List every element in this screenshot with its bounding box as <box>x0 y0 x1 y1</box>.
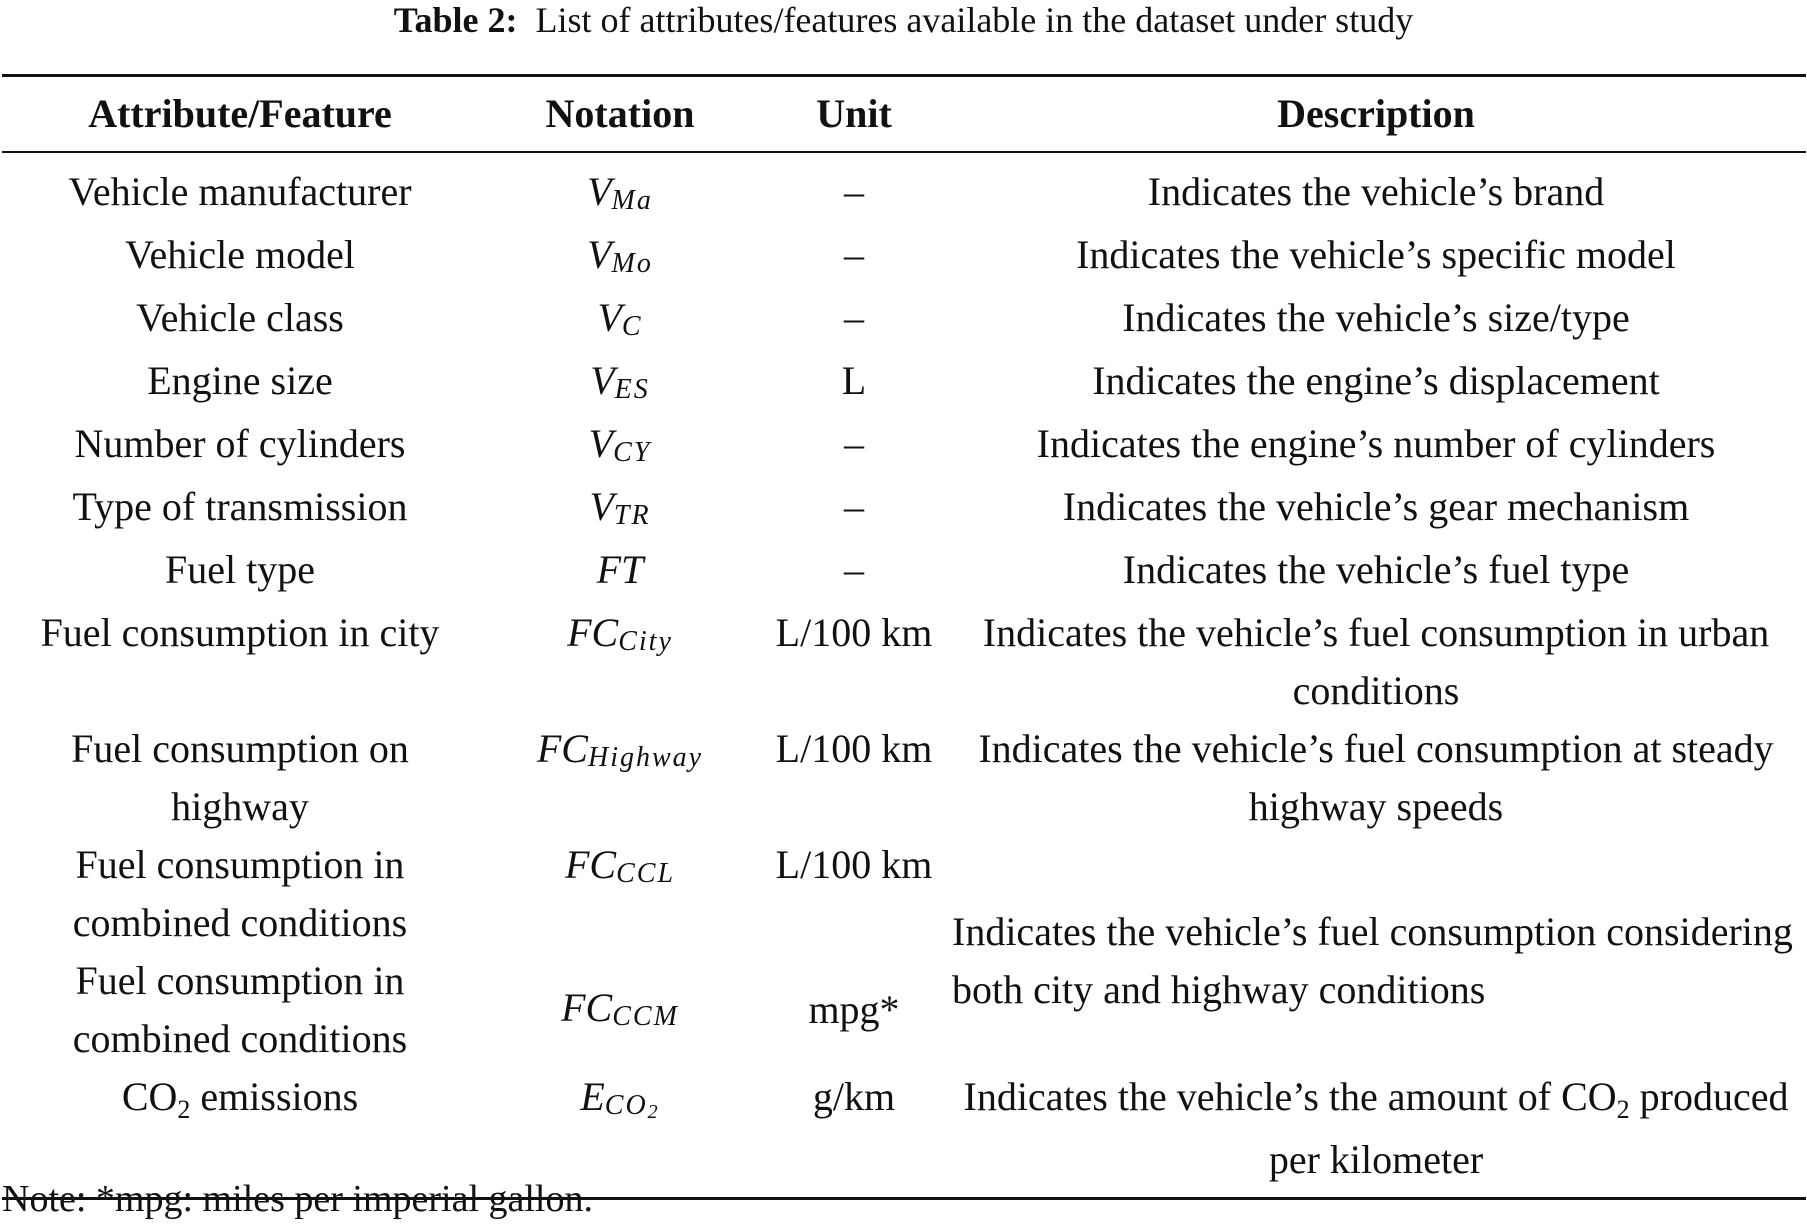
cell-attribute: Type of transmission <box>72 484 408 529</box>
header-unit: Unit <box>762 76 946 153</box>
header-row <box>2 76 1806 153</box>
notation-sub: Highway <box>588 742 704 773</box>
table-footnote: Note: *mpg: miles per imperial gallon. <box>2 1178 593 1220</box>
notation-base: FC <box>561 984 613 1030</box>
notation-sub: Ma <box>611 185 653 216</box>
description-pre: Indicates the vehicle’s the amount of CO <box>963 1074 1617 1119</box>
description-sub: 2 <box>1616 1095 1630 1124</box>
cell-description: Indicates the vehicle’s gear mechanism <box>1062 484 1690 529</box>
cell-notation <box>478 720 762 836</box>
table-row <box>2 836 1806 952</box>
cell-attribute: Fuel type <box>165 547 315 592</box>
notation-base: FC <box>564 842 617 887</box>
notation-sub: C <box>621 311 643 342</box>
notation-sub: City <box>618 626 673 657</box>
notation-sub: CY <box>613 437 652 468</box>
notation-sub: CCL <box>616 858 676 889</box>
cell-description: Indicates the vehicle’s fuel type <box>1122 547 1630 592</box>
attributes-table <box>2 74 1806 1200</box>
table-row <box>2 720 1806 836</box>
table-row <box>2 352 1806 415</box>
attribute-post: emissions <box>190 1074 359 1119</box>
header-notation: Notation <box>478 76 762 153</box>
cell-unit: L/100 km <box>775 610 933 655</box>
notation-sub: Mo <box>611 248 653 279</box>
table-row <box>2 478 1806 541</box>
table-row <box>2 226 1806 289</box>
cell-notation <box>478 952 762 1068</box>
cell-unit: – <box>844 421 864 466</box>
cell-notation <box>478 289 762 352</box>
table-caption <box>0 0 1807 40</box>
cell-unit: g/km <box>762 1068 946 1199</box>
attributes-table-container <box>2 74 1806 1200</box>
notation-base: V <box>587 169 612 214</box>
cell-description: Indicates the vehicle’s fuel consumption at steady highway speeds <box>978 726 1774 829</box>
notation-base: V <box>588 421 614 466</box>
cell-unit: L/100 km <box>775 726 933 771</box>
cell-description: Indicates the engine’s displacement <box>1092 358 1660 403</box>
cell-attribute: Fuel consumption in combined conditions <box>72 958 408 1061</box>
caption-text: List of attributes/features available in the dataset under study <box>535 0 1414 40</box>
cell-notation <box>478 152 762 226</box>
notation-base: FC <box>567 610 619 655</box>
cell-notation <box>478 415 762 478</box>
notation-subsub: 2 <box>647 1101 660 1123</box>
table-row <box>2 604 1806 720</box>
cell-unit: mpg* <box>808 987 900 1032</box>
table-row <box>2 415 1806 478</box>
cell-unit: – <box>844 547 864 592</box>
notation-base: E <box>580 1074 605 1119</box>
cell-unit: – <box>844 295 864 340</box>
cell-notation <box>478 478 762 541</box>
cell-attribute: Fuel consumption in combined conditions <box>72 842 408 945</box>
cell-description <box>946 1068 1806 1199</box>
notation-base: V <box>590 358 615 403</box>
notation-sub: CCM <box>612 1000 679 1032</box>
header-description: Description <box>946 76 1806 153</box>
notation-base: V <box>589 484 614 529</box>
cell-notation <box>478 604 762 720</box>
table-row <box>2 152 1806 226</box>
description-post: produced per kilometer <box>1268 1074 1789 1182</box>
table-row <box>2 541 1806 604</box>
header-attribute: Attribute/Feature <box>2 76 478 153</box>
cell-attribute: Number of cylinders <box>74 421 406 466</box>
cell-unit: L/100 km <box>775 842 933 887</box>
cell-notation <box>478 541 762 604</box>
cell-notation <box>478 226 762 289</box>
cell-unit: L <box>841 358 867 403</box>
notation-sub: ES <box>614 374 650 405</box>
notation-base: V <box>587 232 612 277</box>
cell-description: Indicates the vehicle’s fuel consumption in urban conditions <box>982 610 1770 713</box>
attribute-sub: 2 <box>177 1095 191 1124</box>
cell-description: Indicates the vehicle’s brand <box>1147 169 1605 214</box>
cell-description: Indicates the vehicle’s specific model <box>1076 232 1676 277</box>
notation-sub: CO <box>604 1090 648 1121</box>
cell-attribute: Vehicle model <box>125 232 355 277</box>
cell-attribute: Fuel consumption on highway <box>71 726 409 829</box>
cell-attribute: Engine size <box>147 358 333 403</box>
table-row <box>2 289 1806 352</box>
cell-description: Indicates the engine’s number of cylinders <box>1036 421 1716 466</box>
cell-description: Indicates the vehicle’s size/type <box>1122 295 1630 340</box>
attribute-pre: CO <box>121 1074 178 1119</box>
cell-attribute: Vehicle manufacturer <box>68 169 412 214</box>
notation-sub: TR <box>613 500 651 531</box>
notation-base: FT <box>596 547 644 592</box>
cell-description-merged: Indicates the vehicle’s fuel consumption considering both city and highway conditions <box>952 909 1793 1012</box>
cell-unit: – <box>844 484 864 529</box>
cell-attribute: Fuel consumption in city <box>40 610 440 655</box>
cell-unit: – <box>844 169 864 214</box>
cell-unit: – <box>844 232 864 277</box>
notation-base: V <box>597 295 622 340</box>
cell-attribute: Vehicle class <box>136 295 344 340</box>
caption-label: Table 2: <box>393 0 518 40</box>
cell-notation <box>478 352 762 415</box>
notation-base: FC <box>536 726 588 771</box>
cell-notation <box>478 836 762 952</box>
